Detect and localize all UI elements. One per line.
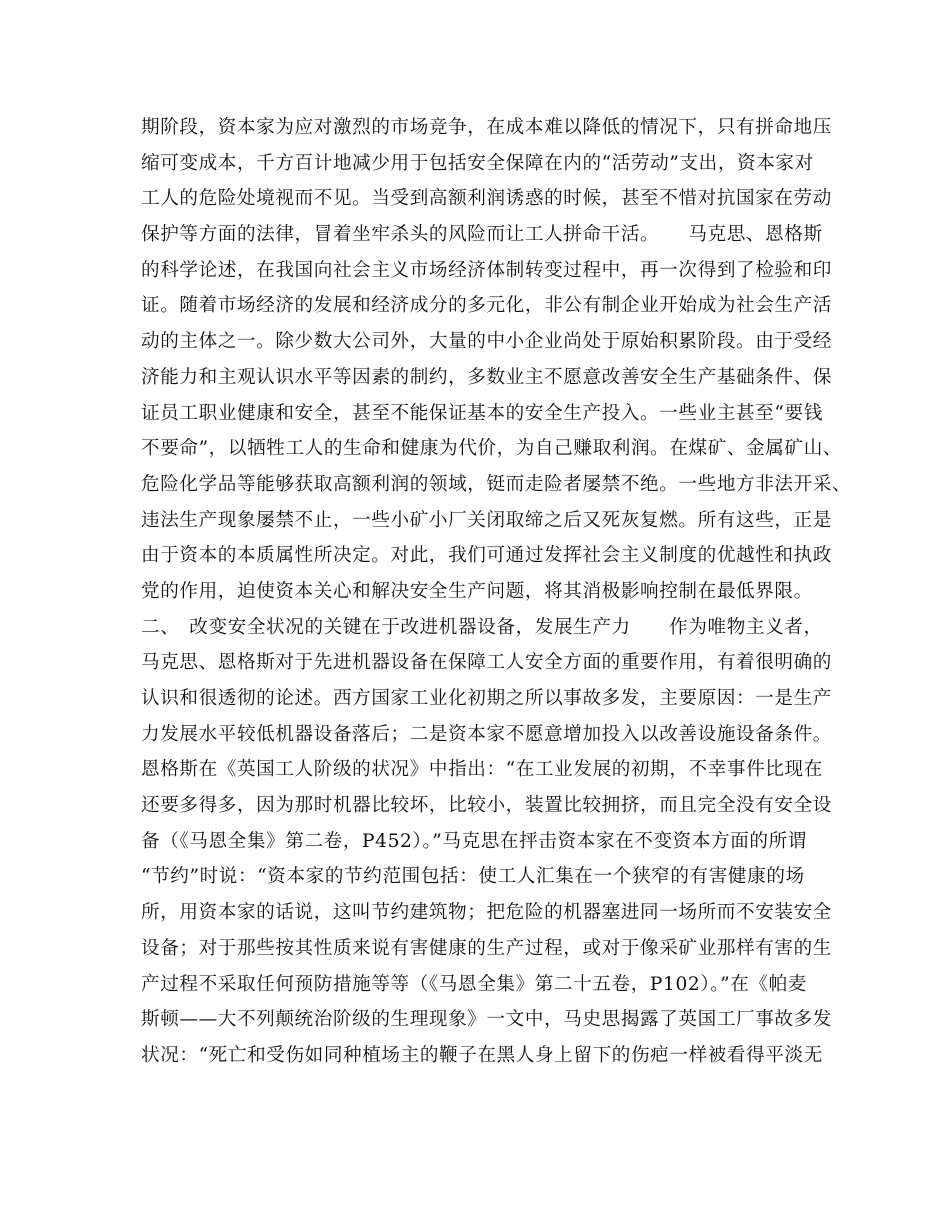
text-line: 设备；对于那些按其性质来说有害健康的生产过程，或对于像采矿业那样有害的生 <box>141 937 832 959</box>
text-line: 济能力和主观认识水平等因素的制约，多数业主不愿意改善安全生产基础条件、保 <box>141 366 832 388</box>
text-line: 还要多得多，因为那时机器比较坏，比较小，装置比较拥挤，而且完全没有安全设 <box>141 795 832 817</box>
text-line: 斯顿——大不列颠统治阶级的生理现象》一文中，马史思揭露了英国工厂事故多发 <box>141 1009 832 1031</box>
text-line: 力发展水平较低机器设备落后；二是资本家不愿意增加投入以改善设施设备条件。 <box>141 723 832 745</box>
text-line: 所，用资本家的话说，这叫节约建筑物；把危险的机器塞进同一场所而不安装安全 <box>141 902 832 924</box>
text-line: 危险化学品等能够获取高额利润的领域，铤而走险者屡禁不绝。一些地方非法开采、 <box>141 473 852 495</box>
text-line: 不要命”，以牺牲工人的生命和健康为代价，为自己赚取利润。在煤矿、金属矿山、 <box>141 438 843 460</box>
section-heading-line: 二、 改变安全状况的关键在于改进机器设备，发展生产力 作为唯物主义者， <box>141 616 823 638</box>
text-line: 由于资本的本质属性所决定。对此，我们可通过发挥社会主义制度的优越性和执政 <box>141 545 832 567</box>
text-line: 工人的危险处境视而不见。当受到高额利润诱惑的时候，甚至不惜对抗国家在劳动 <box>141 188 832 210</box>
text-line: 党的作用，迫使资本关心和解决安全生产问题，将其消极影响控制在最低界限。 <box>141 580 813 602</box>
text-line: 缩可变成本，千方百计地减少用于包括安全保障在内的“活劳动”支出，资本家对 <box>141 152 814 174</box>
text-line: 违法生产现象屡禁不止，一些小矿小厂关闭取缔之后又死灰复燃。所有这些，正是 <box>141 509 832 531</box>
text-line: 证员工职业健康和安全，甚至不能保证基本的安全生产投入。一些业主甚至“要钱 <box>141 402 823 424</box>
text-line: 状况：“死亡和受伤如同种植场主的鞭子在黑人身上留下的伤疤一样被看得平淡无 <box>141 1044 823 1066</box>
text-line: 期阶段，资本家为应对激烈的市场竞争，在成本难以降低的情况下，只有拼命地压 <box>141 117 832 138</box>
text-line: 动的主体之一。除少数大公司外，大量的中小企业尚处于原始积累阶段。由于受经 <box>141 331 832 353</box>
text-line: “节约”时说：“资本家的节约范围包括：使工人汇集在一个狭窄的有害健康的场 <box>141 866 805 888</box>
text-line: 证。随着市场经济的发展和经济成分的多元化，非公有制企业开始成为社会生产活 <box>141 295 832 317</box>
text-line: 恩格斯在《英国工人阶级的状况》中指出：“在工业发展的初期，不幸事件比现在 <box>141 759 823 781</box>
text-line: 的科学论述，在我国向社会主义市场经济体制转变过程中，再一次得到了检验和印 <box>141 259 832 281</box>
text-line: 马克思、恩格斯对于先进机器设备在保障工人安全方面的重要作用，有着很明确的 <box>141 652 832 674</box>
text-line: 认识和很透彻的论述。西方国家工业化初期之所以事故多发，主要原因：一是生产 <box>141 688 832 709</box>
text-line: 产过程不采取任何预防措施等等（《马恩全集》第二十五卷，P102）。”在《帕麦 <box>141 973 808 995</box>
text-line: 保护等方面的法律，冒着坐牢杀头的风险而让工人拼命干活。 马克思、恩格斯 <box>141 224 823 246</box>
text-line: 备（《马恩全集》第二卷，P452）。”马克思在抨击资本家在不变资本方面的所谓 <box>141 830 808 852</box>
body-text <box>141 110 852 1074</box>
